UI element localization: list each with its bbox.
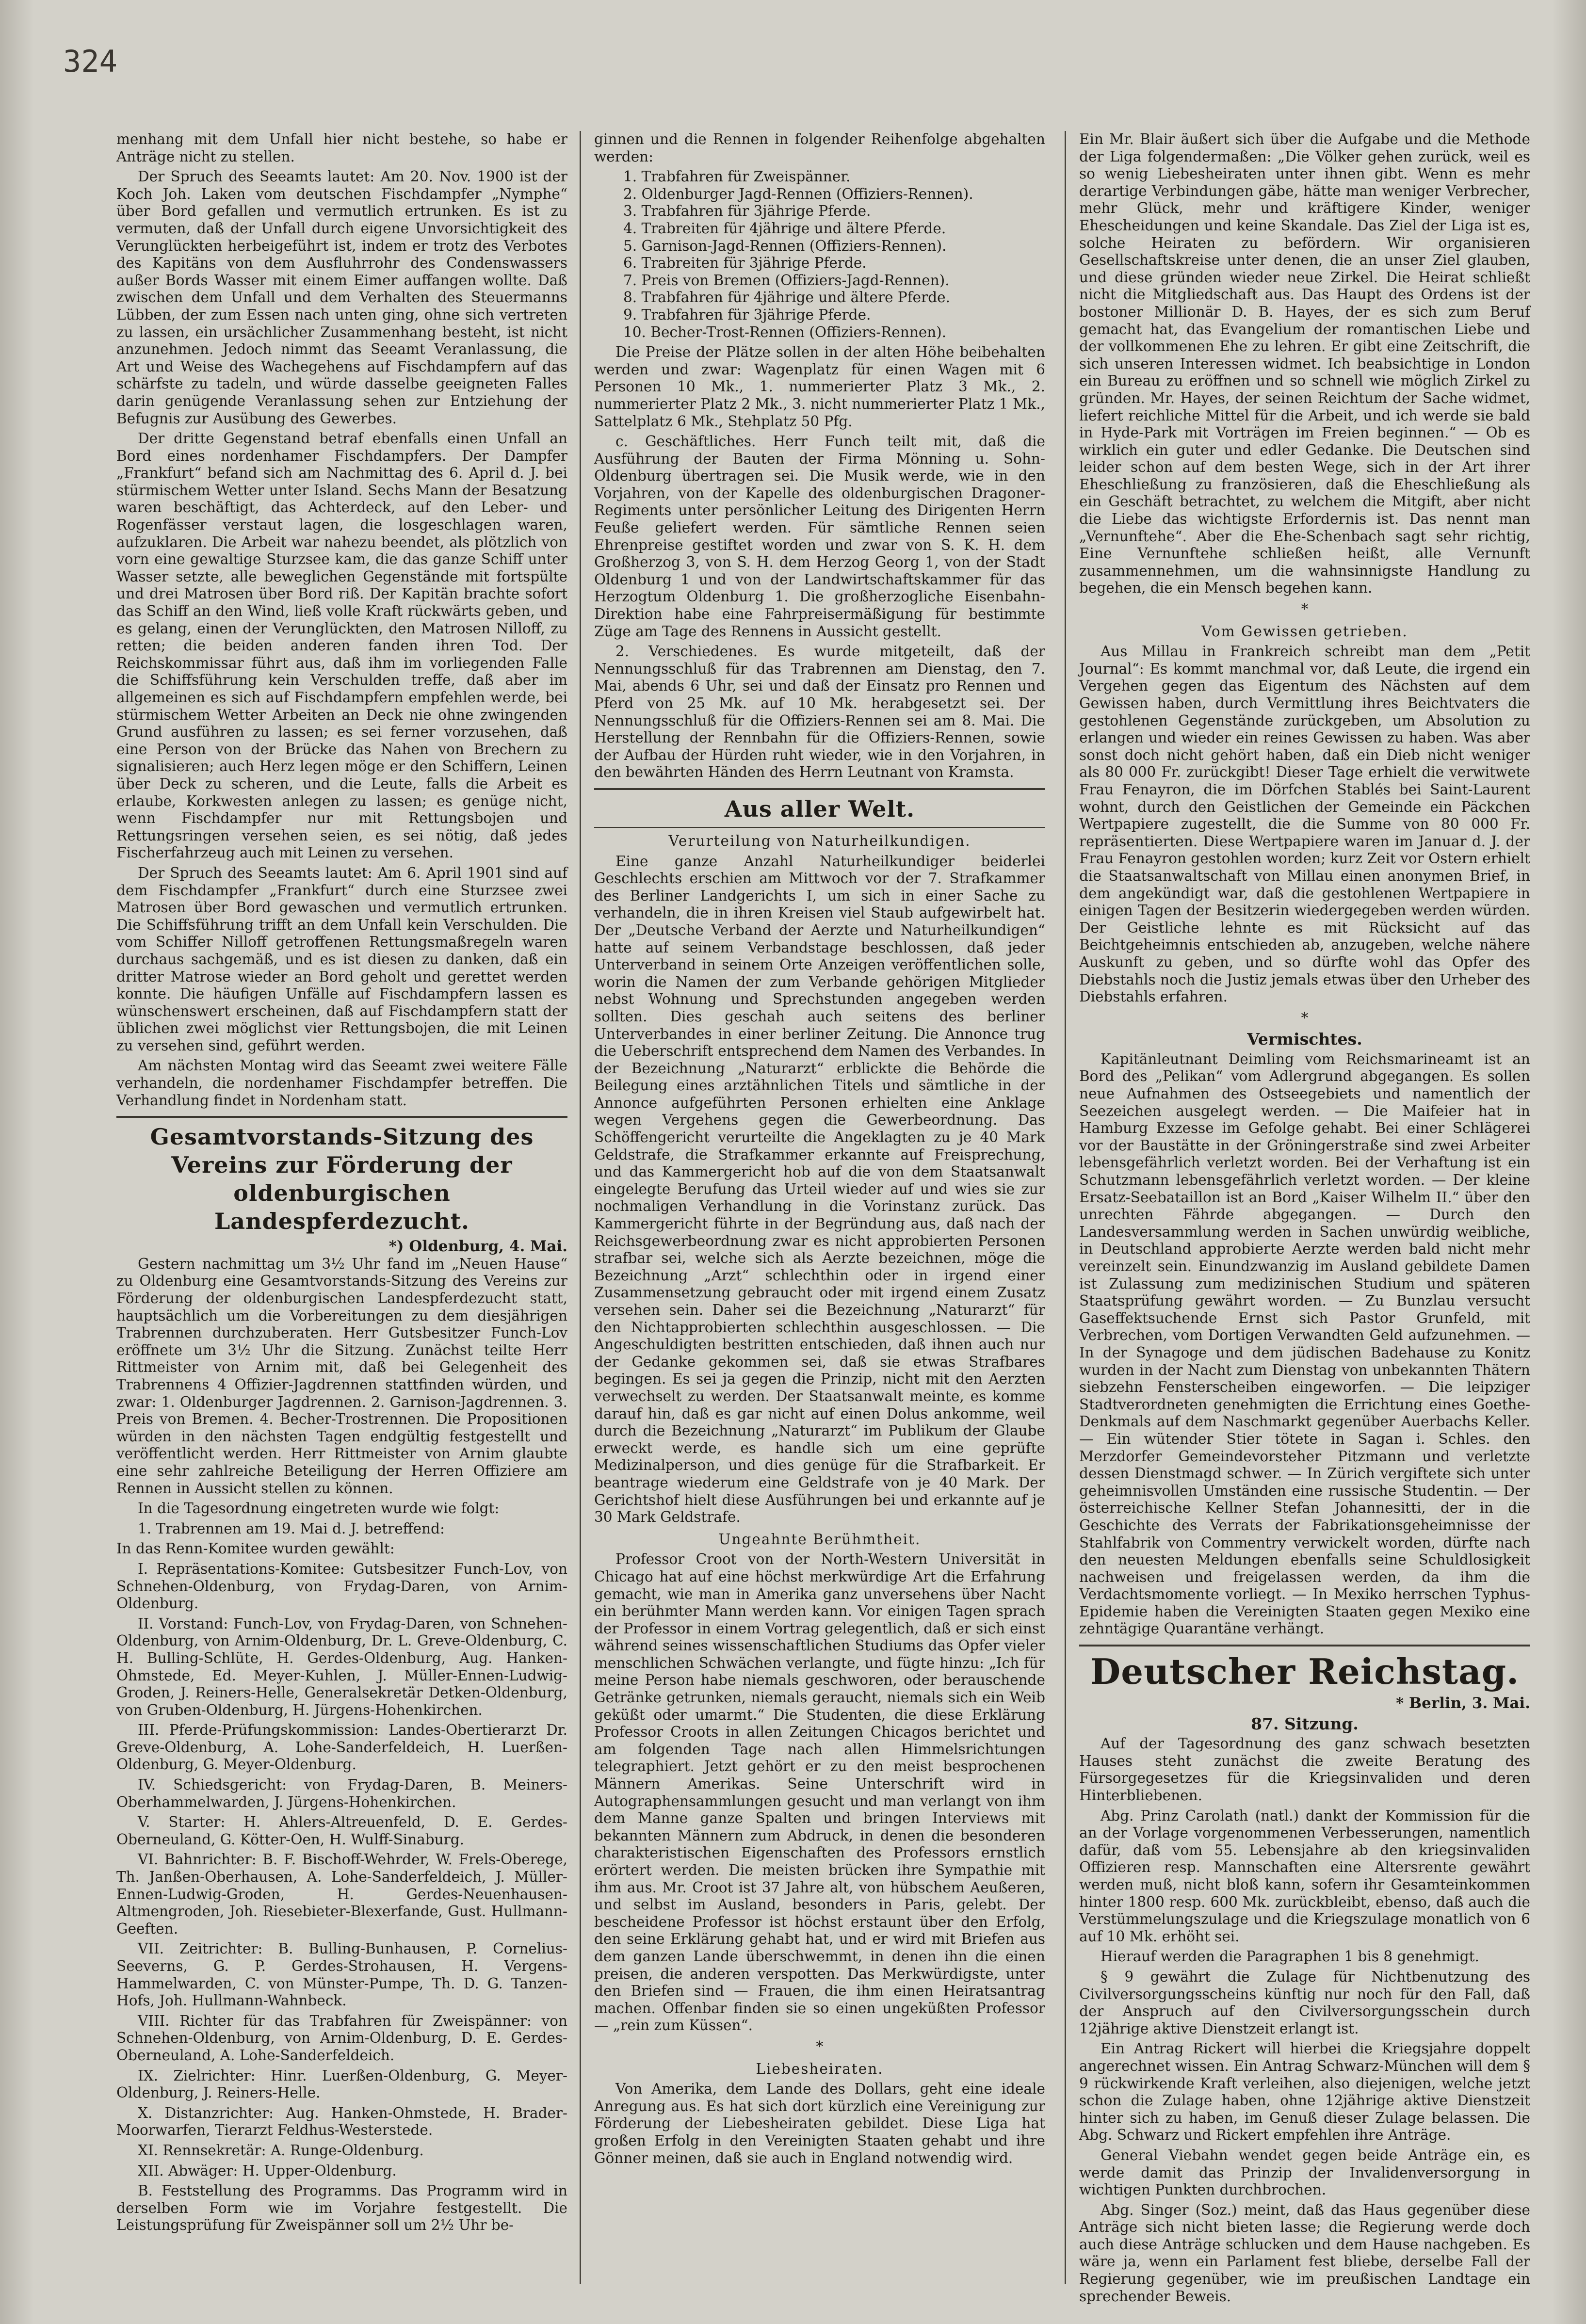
paragraph: Der Spruch des Seeamts lautet: Am 6. April 1901 sind auf dem Fischdampfer „Frankfurt“ durch eine Sturzsee zwei Matrosen über Bord gewaschen und vermutlich ertrunken. Die Schiffsführung trifft an dem Unfall kein Verschulden. Die vom Schiffer Nilloff getroffenen Rettungsmaßregeln waren durchaus sachgemäß, und es ist diesen zu danken, daß ein dritter Matrose wieder an Bord geholt und gerettet werden konnte. Die häufigen Unfälle auf Fischdampfern lassen es wünschenswert erscheinen, daß auf Fischdampfern statt der üblichen zwei möglichst vier Rettungsbojen, die mit Leinen zu versehen sind, geführt werden. bbox=[116, 864, 567, 1054]
paragraph: VIII. Richter für das Trabfahren für Zweispänner: von Schnehen-Oldenburg, von Arnim-Oldenburg, D. E. Gerdes-Oberneuland, A. Lohe-Sanderfeldeich. bbox=[116, 2012, 567, 2064]
section-rule bbox=[1079, 1645, 1530, 1646]
paragraph: IX. Zielrichter: Hinr. Luerßen-Oldenburg, G. Meyer-Oldenburg, J. Reiners-Helle. bbox=[116, 2067, 567, 2101]
race-list bbox=[594, 168, 1045, 341]
paragraph: Von Amerika, dem Lande des Dollars, geht eine ideale Anregung aus. Es hat sich dort kürzlich eine Vereinigung zur Förderung der Liebesheiraten gebildet. Diese Liga hat großen Erfolg in den Vereinigten Staaten gehabt und ihre Gönner meinen, daß sie auch in England notwendig wird. bbox=[594, 2081, 1045, 2166]
list-item: 5. Garnison-Jagd-Rennen (Offiziers-Rennen). bbox=[623, 237, 947, 254]
page-edge-shadow-right bbox=[1552, 0, 1586, 2324]
column-1 bbox=[116, 131, 567, 2279]
paragraph: Am nächsten Montag wird das Seeamt zwei weitere Fälle verhandeln, die nordenhamer Fischdampfer betreffen. Die Verhandlung findet in Nordenham statt. bbox=[116, 1057, 567, 1109]
paragraph: Die Preise der Plätze sollen in der alten Höhe beibehalten werden und zwar: Wagenplatz für einen Wagen mit 6 Personen 10 Mk., 1. nummerierter Platz 3 Mk., 2. nummerierter Platz 2 Mk., 3. nicht nummerierter Platz 1 Mk., Sattelplatz 6 Mk., Stehplatz 50 Pfg. bbox=[594, 344, 1045, 430]
paragraph: Der Spruch des Seeamts lautet: Am 20. Nov. 1900 ist der Koch Joh. Laken vom deutschen Fischdampfer „Nymphe“ über Bord gefallen und vermutlich ertrunken. Es ist zu vermuten, daß der Unfall durch eigene Unvorsichtigkeit des Verunglückten herbeigeführt ist, indem er trotz des Verbotes des Kapitäns von dem Ausfluhrrohr des Condenswassers außer Bords Wasser mit einem Eimer auffangen wollte. Daß zwischen dem Unfall und dem Verhalten des Steuermanns Lübben, der zum Essen nach unten ging, ohne sich vertreten zu lassen, ein ursächlicher Zusammenhang besteht, ist nicht anzunehmen. Jedoch nimmt das Seeamt Veranlassung, die Art und Weise des Wachegehens auf Fischdampfern auf das schärfste zu tadeln, und würde dasselbe geeigneten Falles darin genügende Veranlassung sehen zur Entziehung der Befugnis zur Ausübung des Gewerbes. bbox=[116, 168, 567, 427]
paragraph: 2. Verschiedenes. Es wurde mitgeteilt, daß der Nennungsschluß für das Trabrennen am Dienstag, den 7. Mai, abends 6 Uhr, sei und daß der Einsatz pro Rennen und Pferd von 25 Mk. auf 10 Mk. herabgesetzt sei. Der Nennungsschluß für die Offiziers-Rennen sei am 8. Mai. Die Herstellung der Rennbahn für die Offiziers-Rennen, sowie der Aufbau der Hürden ruht wieder, wie in den Vorjahren, in den bewährten Händen des Herrn Leutnant von Kramsta. bbox=[594, 643, 1045, 781]
paragraph: 1. Trabrennen am 19. Mai d. J. betreffend: bbox=[138, 1520, 445, 1537]
paragraph: Ein Antrag Rickert will hierbei die Kriegsjahre doppelt angerechnet wissen. Ein Antrag Schwarz-München will dem § 9 rückwirkende Kraft verleihen, also diejenigen, welche jetzt schon die Zulage haben, ohne 12jährige aktive Dienstzeit hinter sich zu haben, im Genuß dieser Zulage belassen. Die Abg. Schwarz und Rickert empfehlen ihre Anträge. bbox=[1079, 2040, 1530, 2144]
column-divider bbox=[1065, 131, 1066, 2284]
paragraph: XI. Rennsekretär: A. Runge-Oldenburg. bbox=[138, 2142, 424, 2159]
page-edge-shadow bbox=[0, 0, 34, 2324]
paragraph: Aus Millau in Frankreich schreibt man dem „Petit Journal“: Es kommt manchmal vor, daß Leute, die irgend ein Vergehen gegen das Eigentum des Nächsten auf dem Gewissen haben, durch Vermittlung ihres Beichtvaters die gestohlenen Gegenstände zurückgeben, um Absolution zu erlangen und wieder ein reines Gewissen zu haben. Was aber sonst doch nicht gehört haben, daß ein Dieb nicht weniger als 80 000 Fr. zurückgibt! Dieser Tage erhielt die verwitwete Frau Fenayron, die im Dörfchen Stablés bei Saint-Laurent wohnt, durch den Geistlichen der Gemeinde ein Päckchen Wertpapiere zugestellt, die die Summe von 80 000 Fr. repräsentierten. Diese Wertpapiere waren im Januar d. J. der Frau Fenayron gestohlen worden; kurz Zeit vor Ostern erhielt die Staatsanwaltschaft von Millau einen anonymen Brief, in dem angekündigt war, daß die gestohlenen Wertpapiere in einigen Tagen der Besitzerin wiedergegeben werden würden. Der Geistliche lehnte es mit Rücksicht auf das Beichtgeheimnis entschieden ab, anzugeben, welche nähere Auskunft zu geben, und so dürfte wohl das Opfer des Diebstahls noch die Justiz jemals etwas über den Urheber des Diebstahls erfahren. bbox=[1079, 643, 1530, 1005]
section-rule bbox=[594, 788, 1045, 790]
article-subheading: Verurteilung von Naturheilkundigen. bbox=[668, 832, 971, 849]
list-item: 10. Becher-Trost-Rennen (Offiziers-Rennen). bbox=[623, 323, 947, 340]
paragraph: V. Starter: H. Ahlers-Altreuenfeld, D. E. Gerdes-Oberneuland, G. Kötter-Oen, H. Wulff-Sinaburg. bbox=[116, 1814, 567, 1848]
column-3 bbox=[1079, 131, 1530, 2305]
page-number: 324 bbox=[63, 44, 117, 79]
paragraph: X. Distanzrichter: Aug. Hanken-Ohmstede, H. Brader-Moorwarfen, Tierarzt Feldhus-Westerstede. bbox=[116, 2104, 567, 2139]
paragraph: In die Tagesordnung eingetreten wurde wie folgt: bbox=[138, 1500, 500, 1517]
list-item: 9. Trabfahren für 3jährige Pferde. bbox=[623, 306, 871, 323]
list-item: 4. Trabreiten für 4jährige und ältere Pferde. bbox=[623, 220, 946, 237]
section-rule bbox=[594, 827, 1045, 828]
paragraph: In das Renn-Komitee wurden gewählt: bbox=[116, 1540, 395, 1557]
paragraph: IV. Schiedsgericht: von Frydag-Daren, B. Meiners-Oberhammelwarden, J. Jürgens-Hohenkirchen. bbox=[116, 1776, 567, 1810]
paragraph: Kapitänleutnant Deimling vom Reichsmarineamt ist an Bord des „Pelikan“ vom Adlergrund abgegangen. Es sollen neue Aufnahmen des Ostseegebiets und namentlich der Seezeichen ausgelegt werden. — Die Maifeier hat in Hamburg Exzesse im Gefolge gehabt. Bei einer Schlägerei vor der Baustätte in der Gröningerstraße sind zwei Arbeiter lebensgefährlich verletzt worden. Bei der Verhaftung ist ein Schutzmann lebensgefährlich verletzt worden. — Der kleine Ersatz-Seebataillon ist an Bord „Kaiser Wilhelm II.“ über den unrechten Fährde abgegangen. — Durch den Landesversammlung werden in Sachen unwürdig weibliche, in Deutschland approbierte Aerzte werden bald nicht mehr vereinzelt sein. Einundzwanzig im Ausland gebildete Damen ist Zulassung zum medizinischen Studium und späteren Staatsprüfung gewährt worden. — Zu Bunzlau versucht Gaseffektsuchende Ernst sich Pastor Grunfeld, mit Verbrechen, vom Dortigen Verwandten Geld aufzunehmen. — In der Synagoge und dem jüdischen Badehause zu Konitz wurden in der Nacht zum Dienstag von unbekannten Thätern siebzehn Fensterscheiben eingeworfen. — Die leipziger Stadtverordneten genehmigten die Errichtung eines Goethe-Denkmals auf dem Naschmarkt gegenüber Auerbachs Keller. — Ein wütender Stier tötete in Sagan i. Schles. den Merzdorfer Gemeindevorsteher Pitzmann und verletzte dessen Dienstmagd schwer. — In Zürich vergiftete sich unter geheimnisvollen Umständen eine russische Studentin. — Der österreichische Kellner Stefan Johannesitti, der in die Geschichte des Verrats der Fabrikationsgeheimnisse der Stahlfabrik von Commentry verwickelt worden, dürfte nach den neuesten Meldungen ebenfalls seine Schuldlosigkeit nachweisen und freigelassen werden, da ihm die Verdachtsmomente vorliegt. — In Mexiko herrschen Typhus-Epidemie haben die Vereinigten Staaten gegen Mexiko eine zehntägige Quarantäne verhängt. bbox=[1079, 1050, 1530, 1637]
paragraph: Abg. Singer (Soz.) meint, daß das Haus gegenüber diese Anträge sich nicht bieten lasse; die Regierung werde doch auch diese Anträge schlucken und dem Hause nachgeben. Es wäre ja, wenn ein Parlament fest bliebe, derselbe Fall der Regierung gegenüber, wie im preußischen Landtage ein sprechender Beweis. bbox=[1079, 2201, 1530, 2305]
paragraph: VII. Zeitrichter: B. Bulling-Bunhausen, P. Cornelius-Seeverns, G. P. Gerdes-Strohausen, H. Vergens-Hammelwarden, C. von Münster-Pumpe, Th. D. G. Tanzen-Hofs, Joh. Hullmann-Wahnbeck. bbox=[116, 1940, 567, 2009]
separator-star: * bbox=[816, 2038, 824, 2055]
article-subheading: Liebesheiraten. bbox=[756, 2060, 884, 2077]
paragraph: ginnen und die Rennen in folgender Reihenfolge abgehalten werden: bbox=[594, 131, 1045, 165]
article-subheading: Vom Gewissen getrieben. bbox=[1201, 623, 1408, 640]
dateline: * Berlin, 3. Mai. bbox=[1395, 1695, 1530, 1712]
article-subheading: Vermischtes. bbox=[1247, 1030, 1362, 1049]
paragraph: I. Repräsentations-Komitee: Gutsbesitzer Funch-Lov, von Schnehen-Oldenburg, von Frydag-Daren, von Arnim-Oldenburg. bbox=[116, 1560, 567, 1612]
paragraph: Der dritte Gegenstand betraf ebenfalls einen Unfall an Bord eines nordenhamer Fischdampfers. Der Dampfer „Frankfurt“ befand sich am Nachmittag des 6. April d. J. bei stürmischem Wetter unter Island. Sechs Mann der Besatzung waren beschäftigt, das Achterdeck, auf den Leber- und Rogenfässer verstaut lagen, die losgeschlagen waren, aufzuklaren. Die Arbeit war nahezu beendet, als plötzlich von vorn eine gewaltige Sturzsee kam, die das ganze Schiff unter Wasser setzte, alle beweglichen Gegenstände mit fortspülte und drei Matrosen über Bord riß. Der Kapitän brachte sofort das Schiff an den Wind, ließ volle Kraft rückwärts geben, und es gelang, einen der Verunglückten, den Matrosen Nilloff, zu retten; die beiden anderen fanden ihren Tod. Der Reichskommissar führt aus, daß ihm im vorliegenden Falle die Schiffsführung kein Verschulden treffe, daß aber im allgemeinen es sich auf Fischdampfern empfehlen werde, bei stürmischem Wetter Arbeiten an Deck nie ohne zwingenden Grund ausführen zu lassen; es sei ferner vorzusehen, daß eine Person von der Brücke das Nahen von Brechern zu signalisieren; auch Herz legen möge er den Schiffern, Leinen über Deck zu scheren, und die Leute, falls die Arbeit es erlaube, Korkwesten anlegen zu lassen; es genüge nicht, wenn Fischdampfer nur mit Rettungsbojen und Rettungsringen versehen seien, es sei nötig, daß jedes Fischerfahrzeug auch mit Leinen zu versehen. bbox=[116, 430, 567, 861]
list-item: 7. Preis von Bremen (Offiziers-Jagd-Rennen). bbox=[623, 272, 950, 289]
list-item: 3. Trabfahren für 3jährige Pferde. bbox=[623, 203, 871, 220]
dateline: *) Oldenburg, 4. Mai. bbox=[388, 1238, 567, 1256]
separator-star: * bbox=[1301, 1009, 1309, 1027]
paragraph: II. Vorstand: Funch-Lov, von Frydag-Daren, von Schnehen-Oldenburg, von Arnim-Oldenburg, Dr. L. Greve-Oldenburg, C. H. Bulling-Schlüte, H. Gerdes-Oldenburg, Aug. Hanken-Ohmstede, Ed. Meyer-Kuhlen, J. Müller-Ennen-Ludwig-Groden, J. Reiners-Helle, Generalsekretär Detken-Oldenburg, von Gruben-Oldenburg, H. Jürgens-Hohenkirchen. bbox=[116, 1615, 567, 1718]
article-heading: Gesamtvorstands-Sitzung des Vereins zur Förderung der oldenburgischen Landespferdezucht. bbox=[150, 1124, 534, 1235]
section-heading: Deutscher Reichstag. bbox=[1090, 1651, 1520, 1693]
list-item: 2. Oldenburger Jagd-Rennen (Offiziers-Rennen). bbox=[623, 185, 973, 202]
paragraph: Hierauf werden die Paragraphen 1 bis 8 genehmigt. bbox=[1100, 1948, 1479, 1965]
paragraph: Ein Mr. Blair äußert sich über die Aufgabe und die Methode der Liga folgendermaßen: „Die Völker gehen zurück, weil es so wenig Liebesheiraten unter ihnen gibt. Wenn es mehr derartige Verbindungen gäbe, hätte man weniger Verbrecher, mehr Glück, mehr und kräftigere Kinder, weniger Ehescheidungen und keine Skandale. Das Ziel der Liga ist es, solche Heiraten zu befördern. Wir organisieren Gesellschaftskreise unter denen, die an unser Ziel glauben, und diese gründen wieder neue Zirkel. Die Heirat schließt nicht die Mitgliedschaft aus. Das Haupt des Ordens ist der bostoner Millionär D. B. Hayes, der es sich zum Beruf gemacht hat, das Evangelium der romantischen Liebe und der vollkommenen Ehe zu lehren. Er gibt eine Zeitschrift, die sich unseren Interessen widmet. Ich beabsichtige in London ein Bureau zu eröffnen und so schnell wie möglich Zirkel zu gründen. Mr. Hayes, der seinen Reichtum der Sache widmet, liefert reichliche Mittel für die Arbeit, und ich werde sie bald in Hyde-Park mit Vorträgen im Freien beginnen.“ — Ob es wirklich ein guter und edler Gedanke. Die Deutschen sind leider schon auf dem besten Wege, sich in der Art ihrer Eheschließung zu französieren, daß die Eheschließung als ein Geschäft betrachtet, zu welchem die Mitgift, aber nicht die Liebe das wichtigste Erfordernis ist. Das nennt man „Vernunftehe“. Aber die Ehe-Schenbach sagt sehr richtig, Eine Vernunftehe schließen heißt, alle Vernunft zusammennehmen, um die wahnsinnigste Handlung zu begehen, die ein Mensch begehen kann. bbox=[1079, 131, 1530, 597]
list-item: 6. Trabreiten für 3jährige Pferde. bbox=[623, 255, 867, 272]
paragraph: B. Feststellung des Programms. Das Programm wird in derselben Form wie im Vorjahre festgestellt. Die Leistungsprüfung für Zweispänner soll um 2½ Uhr be- bbox=[116, 2182, 567, 2234]
paragraph: Eine ganze Anzahl Naturheilkundiger beiderlei Geschlechts erschien am Mittwoch vor der 7. Strafkammer des Berliner Landgerichts I, um sich in einer Sache zu verhandeln, die in ihren Kreisen viel Staub aufgewirbelt hat. Der „Deutsche Verband der Aerzte und Naturheilkundigen“ hatte auf seinem Verbandstage beschlossen, daß jeder Unterverband in seinem Orte Anzeigen veröffentlichen solle, worin die Namen der zum Verbande gehörigen Mitglieder nebst Wohnung und Sprechstunden angegeben werden sollten. Dies geschah auch seitens des berliner Unterverbandes in einer berliner Zeitung. Die Annonce trug die Ueberschrift entsprechend dem Namen des Verbandes. In der Bezeichnung „Naturarzt“ erblickte die Behörde die Beilegung eines arztähnlichen Titels und sämtliche in der Annonce aufgeführten Personen erhielten eine Anklage wegen Vergehens gegen die Gewerbeordnung. Das Schöffengericht verurteilte die Angeklagten zu je 40 Mark Geldstrafe, die Strafkammer erkannte auf Freisprechung, und das Kammergericht hob auf die von dem Staatsanwalt eingelegte Berufung das Urteil wieder auf und wies sie zur nochmaligen Verhandlung in die Vorinstanz zurück. Das Kammergericht führte in der Begründung aus, daß nach der Reichsgewerbeordnung zwar es nicht approbierten Personen strafbar sei, welche sich als Aerzte bezeichnen, möge die Bezeichnung „Arzt“ schlechthin oder in irgend einer Zusammensetzung gebraucht oder mit irgend einem Zusatz versehen sein. Daher sei die Bezeichnung „Naturarzt“ für den Nichtapprobierten schlechthin ausgeschlossen. — Die Angeschuldigten bestritten entschieden, daß ihnen auch nur der Gedanke gekommen sei, daß sie etwas Strafbares begingen. Es sei ja gegen die Prinzip, nicht mit den Aerzten verwechselt zu werden. Der Staatsanwalt meinte, es komme darauf hin, daß es gar nicht auf einen Dolus ankomme, weil durch die Bezeichnung „Naturarzt“ im Publikum der Glaube erweckt werde, es handle sich um eine geprüfte Medizinalperson, und dies genüge für die Strafbarkeit. Er beantrage wiederum eine Geldstrafe von je 40 Mark. Der Gerichtshof hielt diese Ausführungen bei und erkannte auf je 30 Mark Geldstrafe. bbox=[594, 853, 1045, 1526]
article-subheading: Ungeahnte Berühmtheit. bbox=[718, 1531, 921, 1548]
paragraph: menhang mit dem Unfall hier nicht bestehe, so habe er Anträge nicht zu stellen. bbox=[116, 131, 567, 165]
paragraph: Gestern nachmittag um 3½ Uhr fand im „Neuen Hause“ zu Oldenburg eine Gesamtvorstands-Sitzung des Vereins zur Förderung der oldenburgischen Landespferdezucht statt, hauptsächlich um die Vorbereitungen zu dem diesjährigen Trabrennen durchzuberaten. Herr Gutsbesitzer Funch-Lov eröffnete um 3½ Uhr die Sitzung. Zunächst teilte Herr Rittmeister von Arnim mit, daß bei Gelegenheit des Trabrennens 4 Offizier-Jagdrennen stattfinden würden, und zwar: 1. Oldenburger Jagdrennen. 2. Garnison-Jagdrennen. 3. Preis von Bremen. 4. Becher-Trostrennen. Die Propositionen würden in den nächsten Tagen endgültig festgestellt und veröffentlicht werden. Herr Rittmeister von Arnim glaubte eine sehr zahlreiche Beteiligung der Herren Offiziere am Rennen in Aussicht stellen zu können. bbox=[116, 1255, 567, 1497]
paragraph: Auf der Tagesordnung des ganz schwach besetzten Hauses steht zunächst die zweite Beratung des Fürsorgegesetzes für die Kriegsinvaliden und deren Hinterbliebenen. bbox=[1079, 1735, 1530, 1804]
paragraph: Abg. Prinz Carolath (natl.) dankt der Kommission für die an der Vorlage vorgenommenen Verbesserungen, namentlich dafür, daß vom 55. Lebensjahre ab den kriegsinvaliden Offizieren resp. Mannschaften eine Altersrente gewährt werden muß, nicht bloß kann, sofern ihr Gesamteinkommen hinter 1800 resp. 600 Mk. zurückbleibt, ebenso, daß auch die Verstümmelungszulage und die Kriegszulage monatlich von 6 auf 10 Mk. erhöht sei. bbox=[1079, 1807, 1530, 1945]
paragraph: VI. Bahnrichter: B. F. Bischoff-Wehrder, W. Frels-Oberege, Th. Janßen-Oberhausen, A. Lohe-Sanderfeldeich, J. Müller-Ennen-Ludwig-Groden, H. Gerdes-Neuenhausen-Altmengroden, Joh. Riesebieter-Blexerfande, Gust. Hullmann-Geeften. bbox=[116, 1851, 567, 1937]
column-2 bbox=[594, 131, 1045, 2279]
paragraph: § 9 gewährt die Zulage für Nichtbenutzung des Civilversorgungsscheins künftig nur noch für den Fall, daß der Anspruch auf den Civilversorgungsschein durch 12jährige aktive Dienstzeit erlangt ist. bbox=[1079, 1968, 1530, 2037]
session-heading: 87. Sitzung. bbox=[1251, 1714, 1359, 1733]
list-item: 1. Trabfahren für Zweispänner. bbox=[623, 168, 851, 185]
paragraph: XII. Abwäger: H. Upper-Oldenburg. bbox=[138, 2162, 397, 2179]
paragraph: III. Pferde-Prüfungskommission: Landes-Obertierarzt Dr. Greve-Oldenburg, A. Lohe-Sanderfeldeich, H. Luerßen-Oldenburg, G. Meyer-Oldenburg. bbox=[116, 1722, 567, 1773]
section-heading: Aus aller Welt. bbox=[724, 795, 915, 822]
list-item: 8. Trabfahren für 4jährige und ältere Pferde. bbox=[623, 289, 950, 306]
paragraph: c. Geschäftliches. Herr Funch teilt mit, daß die Ausführung der Bauten der Firma Mönning u. Sohn-Oldenburg übertragen sei. Die Musik werde, wie in den Vorjahren, von der Kapelle des oldenburgischen Dragoner-Regiments unter persönlicher Leitung des Dirigenten Herrn Feuße geliefert werden. Für sämtliche Rennen seien Ehrenpreise gestiftet worden und zwar von S. K. H. dem Großherzog 3, von S. H. dem Herzog Georg 1, von der Stadt Oldenburg 1 und von der Landwirtschaftskammer für das Herzogtum Oldenburg 1. Die großherzogliche Eisenbahn-Direktion habe eine Fahrpreisermäßigung für bestimmte Züge am Tage des Rennens in Aussicht gestellt. bbox=[594, 433, 1045, 640]
column-divider bbox=[580, 131, 581, 2284]
separator-star: * bbox=[1301, 601, 1309, 618]
paragraph: General Viebahn wendet gegen beide Anträge ein, es werde damit das Prinzip der Invalidenversorgung in wichtigen Punkten durchbrochen. bbox=[1079, 2146, 1530, 2198]
section-rule bbox=[116, 1116, 567, 1118]
paragraph: Professor Croot von der North-Western Universität in Chicago hat auf eine höchst merkwürdige Art die Erfahrung gemacht, wie man in Amerika ganz unversehens über Nacht ein berühmter Mann werden kann. Vor einigen Tagen sprach der Professor in einem Vortrag gelegentlich, daß er sich einst während seines wissenschaftlichen Studiums das Opfer vieler menschlichen Schwächen verlangte, und fügte hinzu: „Ich für meine Person habe niemals geschworen, oder berauschende Getränke getrunken, niemals geraucht, niemals sich ein Weib geküßt oder umarmt.“ Die Studenten, die diese Erklärung Professor Croots in allen Zeitungen Chicagos berichtet und am folgenden Tage nach allen Himmelsrichtungen telegraphiert. Jetzt gehört er zu den meist besprochenen Männern Amerikas. Seine Unterschrift wird in Autographensammlungen gesucht und man verlangt von ihm dem Manne ganze Spalten und bringen Interviews mit bekannten Männern zum Abdruck, in denen die besonderen charakteristischen Eigenschaften des Professors ernstlich erörtert werden. Die meisten brücken ihre Sympathie mit ihm aus. Mr. Croot ist 37 Jahre alt, von hübschem Aeußeren, und selbst im Ausland, besonders in Paris, gelebt. Der bescheidene Professor ist höchst erstaunt über den Erfolg, den seine Erklärung gehabt hat, und er wird mit Briefen aus dem ganzen Lande überschwemmt, in denen ihn die einen preisen, die anderen verspotten. Das Merkwürdigste, unter den Briefen sind — Frauen, die ihm einen Heiratsantrag machen. Offenbar finden sie so einen ungeküßten Professor — „rein zum Küssen“. bbox=[594, 1551, 1045, 2034]
